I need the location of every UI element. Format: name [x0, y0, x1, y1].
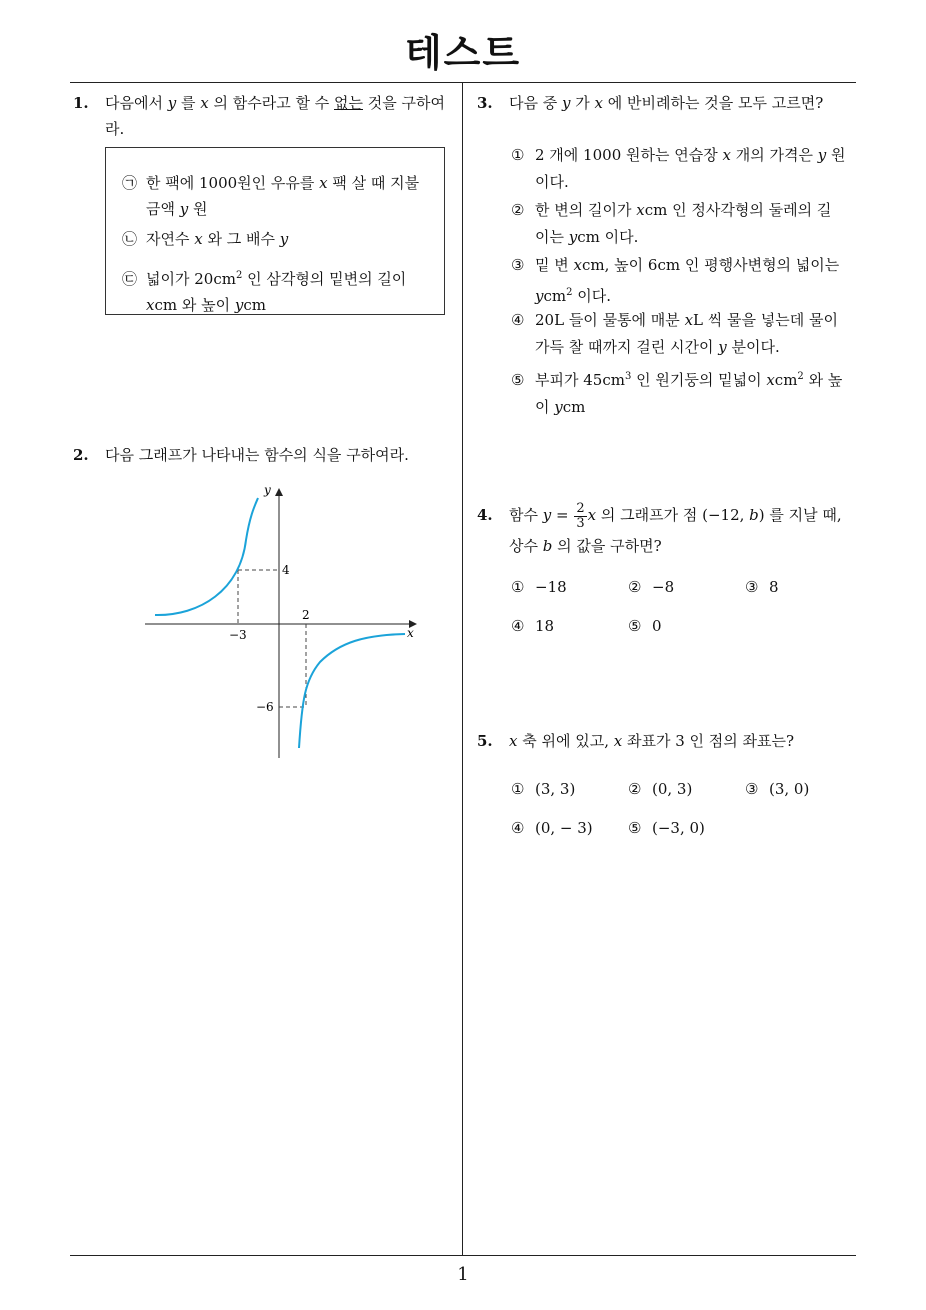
superscript: 3: [624, 371, 632, 382]
item-text: 원: [188, 200, 208, 218]
question-text: 다음 그래프가 나타내는 함수의 식을 구하여라.: [105, 446, 409, 464]
choice-mark: ③: [745, 578, 759, 596]
math-var: x: [766, 371, 775, 389]
choice-mark: ②: [628, 578, 642, 596]
math-var: y: [568, 228, 578, 246]
fraction: [574, 502, 586, 531]
question-text: 다음 중: [509, 94, 563, 112]
tick-label-y-pos: 4: [282, 563, 290, 577]
option-text: cm, 높이 6cm 인 평행사변형의 넓이는: [582, 256, 840, 274]
choice-value: (3, 3): [535, 780, 576, 798]
math-var: x: [613, 732, 623, 750]
choice-value: 0: [652, 617, 662, 635]
list-item: [122, 226, 288, 252]
option-text: cm 이다.: [577, 228, 639, 246]
math-var: y: [542, 506, 552, 524]
choice-value: (−3, 0): [652, 819, 705, 837]
choice-mark: ④: [511, 819, 525, 837]
math-operator: =: [551, 506, 574, 524]
question-number: 4.: [477, 506, 493, 524]
function-graph: [140, 480, 430, 765]
choice-value: −18: [535, 578, 567, 596]
question-text: 의 함수라고 할 수: [208, 94, 334, 112]
choice-mark: ⑤: [628, 617, 642, 635]
y-axis-label: y: [264, 483, 271, 497]
math-var: x: [684, 311, 694, 329]
item-text: 팩 살 때 지불: [327, 174, 420, 192]
choice-value: (0, 3): [652, 780, 693, 798]
choice-item: [511, 617, 554, 635]
question-text: 함수: [509, 506, 543, 524]
question-1: [73, 90, 458, 142]
math-var: x: [636, 201, 645, 219]
math-var: b: [542, 536, 553, 555]
tick-label-x-pos: 2: [302, 608, 310, 622]
choice-item: [511, 780, 575, 798]
question-text: 상수: [509, 536, 543, 555]
question-text: 축 위에 있고,: [517, 732, 614, 750]
page-number: 1: [457, 1264, 469, 1285]
item-text: 자연수: [146, 230, 195, 248]
curve-branch-right: [299, 634, 405, 748]
math-var: x: [146, 296, 155, 314]
condition-box: [105, 147, 445, 315]
math-var: x: [194, 230, 203, 248]
math-var: y: [279, 230, 289, 248]
question-number: 5.: [477, 732, 493, 750]
choice-item: [628, 819, 705, 837]
choice-item: [511, 819, 593, 837]
option-text: 인 원기둥의 밑넓이: [631, 371, 767, 389]
question-number: 2.: [73, 446, 89, 464]
choice-value: 8: [769, 578, 779, 596]
question-text: 좌표가 3 인 점의 좌표는?: [622, 732, 795, 750]
option-text: cm: [543, 287, 567, 305]
option-mark: ③: [511, 256, 525, 274]
choice-mark: ②: [628, 780, 642, 798]
math-var: y: [817, 146, 827, 164]
option-text: 20L 들이 물통에 매분: [535, 311, 685, 329]
math-var: x: [587, 506, 597, 524]
question-2: [73, 442, 458, 468]
option-item: [511, 363, 842, 421]
question-text: 가: [570, 94, 595, 112]
option-mark: ①: [511, 146, 525, 164]
item-text: 인 삼각형의 밑변의 길이: [242, 270, 407, 288]
option-mark: ②: [511, 201, 525, 219]
math-var: x: [319, 174, 328, 192]
option-item: [511, 197, 831, 251]
curve-branch-left: [155, 498, 258, 615]
choice-item: [745, 578, 779, 596]
page-title: 테스트: [404, 31, 522, 75]
option-text: 와 높: [803, 371, 843, 389]
footer-rule: [70, 1255, 856, 1256]
option-mark: ④: [511, 311, 525, 329]
option-text: 밑 변: [535, 256, 574, 274]
math-var: y: [562, 94, 571, 112]
question-text: 의 그래프가 점 (−12,: [596, 506, 750, 524]
superscript: 2: [235, 270, 243, 281]
item-text: 넓이가 20cm: [146, 270, 236, 288]
math-var: x: [200, 94, 209, 112]
column-divider: [462, 83, 463, 1256]
item-mark: ㉢: [122, 270, 138, 288]
choice-value: (0, − 3): [535, 819, 593, 837]
option-text: 가득 찰 때까지 걸린 시간이: [535, 338, 719, 356]
choice-item: [511, 578, 567, 596]
option-text: cm 인 정사각형의 둘레의 길: [644, 201, 832, 219]
question-number: 3.: [477, 94, 493, 112]
question-number: 1.: [73, 94, 89, 112]
option-text: 개의 가격은: [730, 146, 818, 164]
option-text: cm: [774, 371, 798, 389]
option-text: L 씩 물을 넣는데 물이: [693, 311, 838, 329]
option-item: [511, 142, 845, 196]
math-var: x: [594, 94, 603, 112]
fraction-denominator: 3: [576, 515, 585, 531]
choice-item: [628, 780, 692, 798]
math-var: b: [749, 506, 759, 524]
list-item: [122, 170, 419, 222]
option-item: [511, 252, 839, 310]
question-text: 다음에서: [105, 94, 168, 112]
math-var: y: [179, 200, 189, 218]
math-var: x: [509, 732, 518, 750]
choice-item: [628, 578, 674, 596]
item-text: 와 그 배수: [202, 230, 280, 248]
list-item: [122, 263, 406, 318]
question-text: 것을 구하여: [362, 94, 445, 112]
item-mark: ㉡: [122, 230, 138, 248]
option-text: cm: [562, 398, 586, 416]
choice-item: [628, 617, 662, 635]
fraction-numerator: 2: [576, 500, 585, 516]
question-text: ) 를 지날 때,: [758, 506, 842, 524]
option-mark: ⑤: [511, 371, 525, 389]
option-item: [511, 307, 838, 361]
option-text: 이는: [535, 228, 569, 246]
choice-value: −8: [652, 578, 675, 596]
choice-mark: ①: [511, 578, 525, 596]
superscript: 2: [566, 287, 573, 298]
item-text: cm 와 높이: [154, 296, 235, 314]
question-5: [477, 728, 862, 754]
option-text: 이다.: [572, 287, 612, 305]
choice-mark: ⑤: [628, 819, 642, 837]
option-text: 부피가 45cm: [535, 371, 625, 389]
choice-item: [745, 780, 809, 798]
item-text: cm: [243, 296, 266, 314]
question-text: 에 반비례하는 것을 모두 고르면?: [603, 94, 824, 112]
option-text: 한 변의 길이가: [535, 201, 637, 219]
header-rule: [70, 82, 856, 83]
math-var: y: [718, 338, 727, 356]
tick-label-y-neg: −6: [256, 700, 274, 714]
question-4: [477, 500, 862, 561]
option-text: 분이다.: [726, 338, 780, 356]
item-text: 금액: [146, 200, 180, 218]
math-var: x: [573, 256, 582, 274]
underlined-keyword: 없는: [334, 94, 363, 112]
option-text: 원: [826, 146, 846, 164]
math-var: y: [554, 398, 563, 416]
math-var: y: [234, 296, 244, 314]
math-var: y: [167, 94, 177, 112]
choice-mark: ①: [511, 780, 525, 798]
math-var: x: [722, 146, 731, 164]
superscript: 2: [797, 371, 804, 382]
choice-value: (3, 0): [769, 780, 810, 798]
choice-value: 18: [535, 617, 555, 635]
question-text: 를: [176, 94, 201, 112]
option-text: 이: [535, 398, 555, 416]
x-axis-label: x: [407, 626, 414, 640]
item-mark: ㉠: [122, 174, 138, 192]
question-text: 의 값을 구하면?: [552, 536, 662, 555]
option-text: 이다.: [535, 173, 569, 191]
tick-label-x-neg: −3: [229, 628, 247, 642]
item-text: 한 팩에 1000원인 우유를: [146, 174, 320, 192]
option-text: 2 개에 1000 원하는 연습장: [535, 146, 723, 164]
choice-mark: ③: [745, 780, 759, 798]
question-3: [477, 90, 857, 116]
question-text: 라.: [105, 120, 125, 138]
math-var: y: [535, 287, 544, 305]
choice-mark: ④: [511, 617, 525, 635]
